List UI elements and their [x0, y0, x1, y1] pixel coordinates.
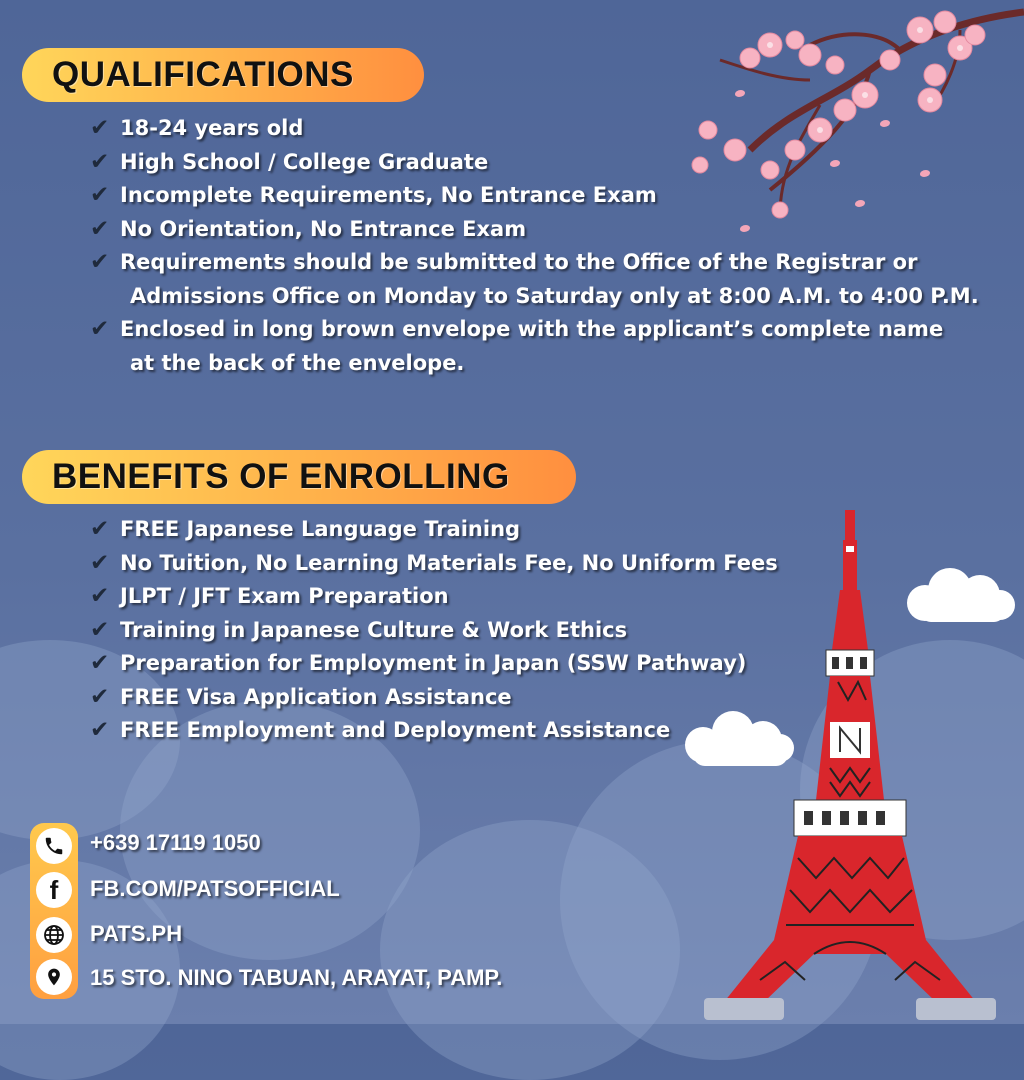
- list-item: ✔ Preparation for Employment in Japan (SSW Pathway): [90, 647, 778, 681]
- list-item: ✔ Training in Japanese Culture & Work Ethics: [90, 614, 778, 648]
- location-pin-icon: [36, 959, 72, 995]
- list-item: ✔ FREE Japanese Language Training: [90, 513, 778, 547]
- list-item: ✔ Enclosed in long brown envelope with the applicant’s complete name at the back of the envelope.: [90, 313, 979, 380]
- qualifications-header: [22, 48, 424, 102]
- list-item-continuation: at the back of the envelope.: [130, 350, 465, 375]
- globe-icon: [36, 917, 72, 953]
- check-icon: ✔: [90, 182, 110, 208]
- list-item: ✔ FREE Employment and Deployment Assistance: [90, 714, 778, 748]
- list-item: ✔ Requirements should be submitted to the Office of the Registrar or Admissions Office on Monday to Saturday only at 8:00 A.M. to 4:00 P.M.: [90, 246, 979, 313]
- benefits-title: BENEFITS OF ENROLLING: [52, 457, 510, 496]
- check-icon: ✔: [90, 549, 110, 576]
- check-icon: ✔: [90, 316, 110, 342]
- check-icon: ✔: [90, 650, 110, 676]
- qualifications-list: [90, 112, 979, 380]
- tokyo-tower-illustration: [690, 510, 1010, 1024]
- list-item: ✔ Incomplete Requirements, No Entrance Exam: [90, 179, 979, 213]
- list-item: ✔ No Tuition, No Learning Materials Fee, No Uniform Fees: [90, 547, 778, 581]
- check-icon: ✔: [90, 215, 110, 242]
- check-icon: ✔: [90, 717, 110, 743]
- facebook-link[interactable]: FB.COM/PATSOFFICIAL: [90, 876, 340, 901]
- address: 15 STO. NINO TABUAN, ARAYAT, PAMP.: [90, 965, 503, 990]
- check-icon: ✔: [90, 516, 110, 542]
- check-icon: ✔: [90, 616, 110, 643]
- list-item: ✔ FREE Visa Application Assistance: [90, 681, 778, 715]
- facebook-icon: f: [36, 872, 72, 908]
- website-link[interactable]: PATS.PH: [90, 921, 183, 946]
- list-item: ✔ JLPT / JFT Exam Preparation: [90, 580, 778, 614]
- list-item: ✔ 18-24 years old: [90, 112, 979, 146]
- check-icon: ✔: [90, 249, 110, 275]
- check-icon: ✔: [90, 115, 110, 141]
- list-item-continuation: Admissions Office on Monday to Saturday only at 8:00 A.M. to 4:00 P.M.: [130, 283, 979, 308]
- qualifications-title: QUALIFICATIONS: [52, 55, 354, 94]
- phone-number[interactable]: +639 17119 1050: [90, 830, 261, 855]
- phone-icon: [36, 828, 72, 864]
- check-icon: ✔: [90, 583, 110, 609]
- benefits-header: [22, 450, 576, 504]
- list-item: ✔ No Orientation, No Entrance Exam: [90, 213, 979, 247]
- benefits-list: [90, 513, 778, 748]
- check-icon: ✔: [90, 148, 110, 175]
- list-item: ✔ High School / College Graduate: [90, 146, 979, 180]
- check-icon: ✔: [90, 683, 110, 710]
